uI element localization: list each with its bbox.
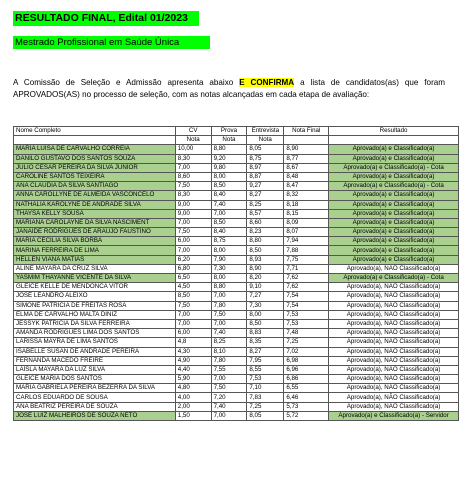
cell-cv: 10,00	[175, 145, 211, 154]
cell-name: MARINA FERREIRA DE LIMA	[14, 246, 176, 255]
cell-entrevista: 8,60	[247, 218, 284, 227]
intro-highlight: E CONFIRMA	[239, 78, 295, 87]
cell-name: ANNA CAROLLYNE DE ALMEIDA VASCONCELO	[14, 191, 176, 200]
table-row	[14, 209, 459, 218]
table-row	[14, 384, 459, 393]
cell-entrevista: 8,93	[247, 255, 284, 264]
cell-entrevista: 8,55	[247, 365, 284, 374]
cell-resultado: Aprovado(a) e Classificado(a) - Cota	[329, 182, 459, 191]
cell-nota-final: 8,15	[284, 209, 329, 218]
cell-resultado: Aprovado(a), NÃO Classificado(a)	[329, 301, 459, 310]
cell-entrevista: 7,25	[247, 402, 284, 411]
results-table	[13, 126, 459, 421]
cell-entrevista: 7,95	[247, 356, 284, 365]
cell-name: THAYSA KELLY SOUSA	[14, 209, 176, 218]
table-row	[14, 237, 459, 246]
cell-entrevista: 8,27	[247, 347, 284, 356]
cell-prova: 7,50	[211, 384, 247, 393]
cell-prova: 7,00	[211, 292, 247, 301]
table-row	[14, 200, 459, 209]
cell-prova: 8,80	[211, 283, 247, 292]
cell-nota-final: 7,62	[284, 274, 329, 283]
cell-entrevista: 8,90	[247, 264, 284, 273]
table-row	[14, 393, 459, 402]
cell-prova: 7,00	[211, 375, 247, 384]
cell-name: MARIA LUISA DE CARVALHO CORREIA	[14, 145, 176, 154]
header-name: Nome Completo	[14, 127, 176, 136]
cell-resultado: Aprovado(a), NÃO Classificado(a)	[329, 402, 459, 411]
cell-nota-final: 8,47	[284, 182, 329, 191]
cell-prova: 7,30	[211, 264, 247, 273]
cell-cv: 6,00	[175, 329, 211, 338]
cell-resultado: Aprovado(a), NÃO Classificado(a)	[329, 356, 459, 365]
subheader-entrevista: Nota	[247, 136, 284, 145]
cell-nota-final: 7,62	[284, 283, 329, 292]
cell-resultado: Aprovado(a), NÃO Classificado(a)	[329, 283, 459, 292]
table-row	[14, 145, 459, 154]
cell-name: SIMONE PATRICIA DE FREITAS ROSA	[14, 301, 176, 310]
cell-name: ANA CLAUDIA DA SILVA SANTIAGO	[14, 182, 176, 191]
cell-prova: 8,40	[211, 228, 247, 237]
cell-name: JOSÉ LEANDRO ALEIXO	[14, 292, 176, 301]
cell-nota-final: 7,71	[284, 264, 329, 273]
cell-resultado: Aprovado(a), NÃO Classificado(a)	[329, 393, 459, 402]
table-row	[14, 338, 459, 347]
cell-name: CARLOS EDUARDO DE SOUSA	[14, 393, 176, 402]
cell-nota-final: 7,53	[284, 310, 329, 319]
cell-name: JESSYK PATRICIA DA SILVA FERREIRA	[14, 319, 176, 328]
cell-prova: 8,00	[211, 274, 247, 283]
cell-cv: 9,00	[175, 200, 211, 209]
cell-name: YASMIM THAYANNE VICENTE DA SILVA	[14, 274, 176, 283]
cell-prova: 8,10	[211, 347, 247, 356]
table-row	[14, 246, 459, 255]
cell-nota-final: 7,94	[284, 237, 329, 246]
cell-cv: 4,30	[175, 347, 211, 356]
cell-name: AMANDA RODRIGUES LIMA DOS SANTOS	[14, 329, 176, 338]
cell-name: HELLEN VIANA MATIAS	[14, 255, 176, 264]
cell-entrevista: 8,00	[247, 310, 284, 319]
cell-prova: 7,50	[211, 310, 247, 319]
cell-name: MARIANA CAROLAYNE DA SILVA NASCIMENT	[14, 218, 176, 227]
cell-resultado: Aprovado(a), NÃO Classificado(a)	[329, 264, 459, 273]
cell-nota-final: 7,88	[284, 246, 329, 255]
cell-prova: 7,80	[211, 301, 247, 310]
cell-entrevista: 7,53	[247, 375, 284, 384]
cell-prova: 7,00	[211, 209, 247, 218]
cell-resultado: Aprovado(a), NÃO Classificado(a)	[329, 329, 459, 338]
cell-entrevista: 8,80	[247, 237, 284, 246]
cell-resultado: Aprovado(a) e Classificado(a)	[329, 218, 459, 227]
cell-name: LAÍSLA MAYARA DA LUZ SILVA	[14, 365, 176, 374]
cell-nota-final: 8,48	[284, 172, 329, 181]
cell-nota-final: 7,54	[284, 301, 329, 310]
table-row	[14, 375, 459, 384]
cell-prova: 9,20	[211, 154, 247, 163]
cell-cv: 2,00	[175, 402, 211, 411]
cell-entrevista: 8,35	[247, 338, 284, 347]
cell-nota-final: 7,53	[284, 319, 329, 328]
cell-cv: 4,8	[175, 338, 211, 347]
table-row	[14, 402, 459, 411]
cell-entrevista: 8,25	[247, 200, 284, 209]
cell-cv: 7,50	[175, 301, 211, 310]
cell-cv: 4,90	[175, 356, 211, 365]
cell-prova: 7,90	[211, 255, 247, 264]
cell-nota-final: 8,32	[284, 191, 329, 200]
cell-nota-final: 6,98	[284, 356, 329, 365]
cell-resultado: Aprovado(a) e Classificado(a)	[329, 255, 459, 264]
intro-text-after: a lista de candidatos(as) que foram APROVADOS(AS) no processo de seleção, com as notas alcançadas em cada etapa de avaliação:	[13, 78, 446, 99]
cell-entrevista: 8,23	[247, 228, 284, 237]
cell-cv: 1,50	[175, 411, 211, 420]
table-row	[14, 255, 459, 264]
cell-nota-final: 8,77	[284, 154, 329, 163]
cell-name: ISABELLE SUSAN DE ANDRADE PEREIRA	[14, 347, 176, 356]
table-header-row	[14, 127, 459, 136]
cell-cv: 7,00	[175, 163, 211, 172]
cell-entrevista: 8,50	[247, 319, 284, 328]
cell-cv: 7,00	[175, 319, 211, 328]
cell-prova: 8,80	[211, 145, 247, 154]
table-row	[14, 310, 459, 319]
cell-name: ALINE MAYARA DA CRUZ SILVA	[14, 264, 176, 273]
cell-cv: 5,90	[175, 375, 211, 384]
cell-entrevista: 7,83	[247, 393, 284, 402]
cell-entrevista: 8,97	[247, 163, 284, 172]
intro-paragraph	[13, 77, 445, 101]
cell-prova: 8,50	[211, 182, 247, 191]
cell-cv: 6,50	[175, 274, 211, 283]
cell-cv: 4,80	[175, 384, 211, 393]
cell-nota-final: 5,72	[284, 411, 329, 420]
cell-entrevista: 8,20	[247, 274, 284, 283]
cell-resultado: Aprovado(a) e Classificado(a)	[329, 200, 459, 209]
table-row	[14, 163, 459, 172]
cell-nota-final: 7,54	[284, 292, 329, 301]
cell-nota-final: 7,25	[284, 338, 329, 347]
cell-cv: 4,50	[175, 283, 211, 292]
cell-name: ANA BEATRIZ PEREIRA DE SOUZA	[14, 402, 176, 411]
cell-resultado: Aprovado(a) e Classificado(a)	[329, 154, 459, 163]
cell-cv: 6,80	[175, 264, 211, 273]
table-row	[14, 301, 459, 310]
header-cv: CV	[175, 127, 211, 136]
page-subtitle: Mestrado Profissional em Saúde Única	[13, 36, 210, 49]
table-row	[14, 347, 459, 356]
subheader-name	[14, 136, 176, 145]
cell-name: GLEICE KELLE DE MENDONCA VITOR	[14, 283, 176, 292]
table-row	[14, 172, 459, 181]
cell-resultado: Aprovado(a) e Classificado(a)	[329, 237, 459, 246]
cell-nota-final: 6,55	[284, 384, 329, 393]
cell-prova: 7,40	[211, 200, 247, 209]
cell-prova: 7,00	[211, 411, 247, 420]
cell-nota-final: 8,18	[284, 200, 329, 209]
cell-nota-final: 8,07	[284, 228, 329, 237]
cell-resultado: Aprovado(a) e Classificado(a) - Cota	[329, 163, 459, 172]
cell-prova: 7,00	[211, 319, 247, 328]
cell-cv: 7,50	[175, 228, 211, 237]
cell-prova: 7,55	[211, 365, 247, 374]
subheader-prova: Nota	[211, 136, 247, 145]
cell-resultado: Aprovado(a) e Classificado(a)	[329, 145, 459, 154]
subheader-cv: Nota	[175, 136, 211, 145]
cell-prova: 9,80	[211, 163, 247, 172]
cell-entrevista: 7,30	[247, 301, 284, 310]
cell-resultado: Aprovado(a), NÃO Classificado(a)	[329, 310, 459, 319]
table-row	[14, 292, 459, 301]
cell-name: MARIA CECILIA SILVA BORBA	[14, 237, 176, 246]
cell-entrevista: 8,57	[247, 209, 284, 218]
cell-resultado: Aprovado(a), NÃO Classificado(a)	[329, 347, 459, 356]
cell-entrevista: 9,10	[247, 283, 284, 292]
cell-nota-final: 8,67	[284, 163, 329, 172]
cell-entrevista: 8,05	[247, 411, 284, 420]
cell-entrevista: 7,27	[247, 292, 284, 301]
cell-resultado: Aprovado(a) e Classificado(a)	[329, 191, 459, 200]
cell-name: JOSÉ LUIZ MALHEIROS DE SOUZA NETO	[14, 411, 176, 420]
cell-name: JULIO CESAR PEREIRA DA SILVA JUNIOR	[14, 163, 176, 172]
cell-cv: 7,00	[175, 310, 211, 319]
header-resultado: Resultado	[329, 127, 459, 136]
cell-entrevista: 8,87	[247, 172, 284, 181]
cell-resultado: Aprovado(a), NÃO Classificado(a)	[329, 292, 459, 301]
cell-nota-final: 8,09	[284, 218, 329, 227]
cell-name: JANAIDE RODRIGUES DE ARAUJO FAUSTINO	[14, 228, 176, 237]
cell-name: NATHALIA KAROLYNE DE ANDRADE SILVA	[14, 200, 176, 209]
table-row	[14, 264, 459, 273]
cell-prova: 8,00	[211, 172, 247, 181]
cell-cv: 8,30	[175, 191, 211, 200]
cell-entrevista: 8,27	[247, 191, 284, 200]
cell-prova: 8,25	[211, 338, 247, 347]
cell-cv: 8,50	[175, 292, 211, 301]
cell-nota-final: 6,96	[284, 365, 329, 374]
cell-cv: 6,20	[175, 255, 211, 264]
header-nota-final: Nota Final	[284, 127, 329, 136]
cell-prova: 7,80	[211, 356, 247, 365]
cell-resultado: Aprovado(a) e Classificado(a) - Servidor	[329, 411, 459, 420]
table-row	[14, 365, 459, 374]
table-subheader-row	[14, 136, 459, 145]
header-prova: Prova	[211, 127, 247, 136]
cell-name: MARIA GABRIELA PEREIRA BEZERRA DA SILVA	[14, 384, 176, 393]
table-row	[14, 283, 459, 292]
subheader-nota-final	[284, 136, 329, 145]
cell-nota-final: 6,46	[284, 393, 329, 402]
cell-cv: 7,00	[175, 218, 211, 227]
cell-resultado: Aprovado(a) e Classificado(a)	[329, 209, 459, 218]
cell-name: DANILO GUSTAVO DOS SANTOS SOUZA	[14, 154, 176, 163]
cell-entrevista: 8,05	[247, 145, 284, 154]
cell-nota-final: 7,48	[284, 329, 329, 338]
cell-cv: 9,00	[175, 209, 211, 218]
cell-resultado: Aprovado(a) e Classificado(a)	[329, 246, 459, 255]
cell-cv: 7,00	[175, 246, 211, 255]
cell-resultado: Aprovado(a) e Classificado(a)	[329, 172, 459, 181]
cell-prova: 7,40	[211, 402, 247, 411]
table-row	[14, 411, 459, 420]
cell-nota-final: 8,90	[284, 145, 329, 154]
cell-cv: 6,00	[175, 237, 211, 246]
cell-name: FERNANDA MACEDO FREIRE	[14, 356, 176, 365]
table-row	[14, 154, 459, 163]
cell-cv: 4,40	[175, 365, 211, 374]
subheader-resultado	[329, 136, 459, 145]
cell-name: GLEICE MARIA DOS SANTOS	[14, 375, 176, 384]
cell-name: CAROLINE SANTOS TEIXEIRA	[14, 172, 176, 181]
table-row	[14, 182, 459, 191]
header-entrevista: Entrevista	[247, 127, 284, 136]
cell-prova: 8,00	[211, 246, 247, 255]
cell-entrevista: 7,10	[247, 384, 284, 393]
cell-nota-final: 7,75	[284, 255, 329, 264]
table-row	[14, 218, 459, 227]
table-row	[14, 191, 459, 200]
cell-entrevista: 8,50	[247, 246, 284, 255]
cell-entrevista: 8,75	[247, 154, 284, 163]
cell-resultado: Aprovado(a), NÃO Classificado(a)	[329, 338, 459, 347]
cell-entrevista: 8,83	[247, 329, 284, 338]
cell-cv: 4,00	[175, 393, 211, 402]
cell-nota-final: 6,86	[284, 375, 329, 384]
table-row	[14, 356, 459, 365]
table-row	[14, 329, 459, 338]
table-row	[14, 319, 459, 328]
table-row	[14, 274, 459, 283]
cell-nota-final: 5,73	[284, 402, 329, 411]
cell-nota-final: 7,02	[284, 347, 329, 356]
cell-resultado: Aprovado(a) e Classificado(a)	[329, 228, 459, 237]
cell-resultado: Aprovado(a), NÃO Classificado(a)	[329, 319, 459, 328]
cell-prova: 8,50	[211, 218, 247, 227]
cell-resultado: Aprovado(a), NÃO Classificado(a)	[329, 384, 459, 393]
cell-cv: 8,60	[175, 172, 211, 181]
cell-resultado: Aprovado(a), NÃO Classificado(a)	[329, 375, 459, 384]
cell-resultado: Aprovado(a) e Classificado(a) - Cota	[329, 274, 459, 283]
cell-cv: 7,50	[175, 182, 211, 191]
cell-prova: 7,40	[211, 329, 247, 338]
cell-name: LARISSA MAYRA DE LIMA SANTOS	[14, 338, 176, 347]
cell-resultado: Aprovado(a), NÃO Classificado(a)	[329, 365, 459, 374]
cell-prova: 8,75	[211, 237, 247, 246]
cell-prova: 8,40	[211, 191, 247, 200]
intro-text-before: A Comissão de Seleção e Admissão apresenta abaixo	[13, 78, 240, 87]
cell-name: ELMA DE CARVALHO MALTA DINIZ	[14, 310, 176, 319]
cell-prova: 7,20	[211, 393, 247, 402]
page-title: RESULTADO FINAL, Edital 01/2023	[13, 11, 199, 26]
table-row	[14, 228, 459, 237]
cell-cv: 8,30	[175, 154, 211, 163]
cell-entrevista: 9,27	[247, 182, 284, 191]
